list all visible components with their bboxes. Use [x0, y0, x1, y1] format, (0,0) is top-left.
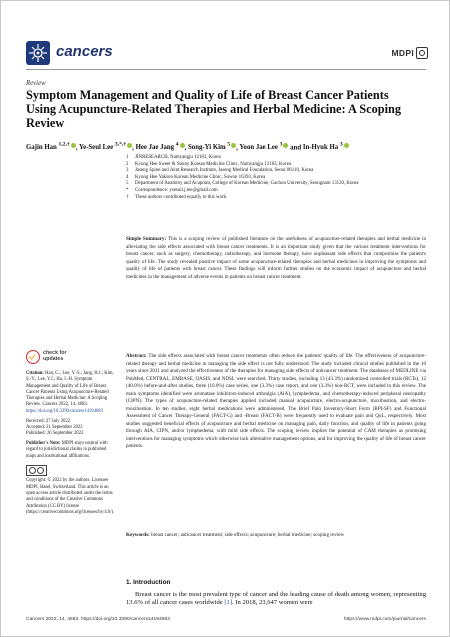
orcid-icon[interactable] [231, 143, 236, 148]
page-footer [26, 617, 426, 622]
publisher-note: Publisher's Note: MDPI stays neutral with regard to jurisdictional claims in published maps and institutional affiliations. [26, 440, 108, 459]
footer-citation[interactable]: Cancers 2022, 14, 4683. https://doi.org/10.3390/cancers14194683 [26, 617, 170, 622]
check-for-updates-button[interactable] [26, 350, 67, 364]
orcid-icon[interactable] [344, 143, 349, 148]
abstract [126, 353, 426, 451]
orcid-icon[interactable] [180, 143, 185, 148]
orcid-icon[interactable] [127, 143, 132, 148]
keywords-text: breast cancer; anticancer treatment; side effects; acupuncture; herbal medicine; scoping review [151, 532, 345, 538]
received-date: Received: 27 July 2022 [26, 418, 71, 424]
journal-name[interactable]: cancers [56, 43, 113, 60]
published-date: Published: 26 September 2022 [26, 431, 84, 437]
publisher-name: MDPI [391, 48, 414, 58]
citation-block: Citation: Han, G.; Lee, Y.-S.; Jang, H.J.; Kim, S.-Y.; Lee, Y.J.; Ha, I.-H. Symptom Management and Quality of Life of Breast Cancer Patients Using Acupuncture-Related Therapies and Herbal Medicine: A Scoping Review. Cancers 2022, 14, 4683. https://doi.org/10.3390/cancers14194683 [26, 371, 114, 414]
cancers-logo-icon [26, 41, 50, 65]
author[interactable]: Ye-Seul Lee $^{3,*,\dagger}$ [79, 144, 132, 151]
author[interactable]: Yoon Jae Lee $^3$ [239, 144, 288, 151]
simple-summary-text: This is a scoping review of published literature on the usefulness of acupuncture-related therapies and herbal medicine in alleviating the side effects associated with breast cancer treatments. It is an important study given that the various treatment interventions for breast cancer, such as surgery, chemotherapy, radiotherapy, and hormone therapy, have unpleasant side effects that compromise the patient's quality of life. The study revealed positive impact of some acupuncture-related therapies and herbal medicines in improving the symptoms and quality of life of patients with breast cancer. These findings will inform further studies on the economic impact of acupuncture and herbal medicines in the management of adverse events in patients on breast cancer treatment. [126, 236, 426, 280]
affiliation: 2 Kyung Hee Sweet & Sunny Korean Medicine Clinic, Namyangju 12183, Korea [126, 161, 291, 167]
copyright-note: Copyright: © 2022 by the authors. Licensee MDPI, Basel, Switzerland. This article is an open access article distributed under the terms and conditions of the Creative Commons Attribution (CC BY) license (https://creativecommons.org/licenses/by/4.0/). [26, 478, 115, 515]
check-updates-icon [26, 350, 40, 364]
orcid-icon[interactable] [283, 143, 288, 148]
author[interactable]: Song-Yi Kim $^5$ [188, 144, 236, 151]
sidebar-metadata [26, 371, 114, 520]
affiliation: 4 Kyung Hee Yakson Korean Medicine Clinic, Suwon 16393, Korea [126, 174, 266, 180]
affiliation: 5 Department of Anatomy and Acupoint, College of Korean Medicine, Gachon University, Seongnam 13120, Korea [126, 181, 359, 187]
accepted-date: Accepted: 21 September 2022 [26, 424, 83, 430]
affiliation: 1 JINRESEARCH, Namyangju 12183, Korea [126, 155, 221, 160]
journal-header [26, 15, 426, 65]
affiliation: 3 Jaseng Spine and Joint Research Institute, Jaseng Medical Foundation, Seoul 06110, Korea [126, 168, 314, 174]
citation-link[interactable]: [1] [224, 599, 233, 607]
keywords [126, 532, 426, 540]
header-divider [26, 69, 426, 70]
abstract-text: The side effects associated with breast cancer treatments often reduce the patients' quality of life. The effectiveness of acupuncture-related therapy and herbal medicine in managing the side effect is not fully understood. The study included clinical studies published in the 10 years since 2011 and analyzed the effectiveness of the therapies for managing side effects of anticancer treatment. The databases of MEDLINE via PubMed, CENTRAL, EMBASE, OASIS, and NDSL were searched. Thirty studies, including 13 (43.3%) randomized controlled trials (RCTs), 12 (40.0%) before-and-after studies, three (10.0%) case series, one (3.3%) case report, and one (3.3%) non-RCT, were included in this review. The main symptoms identified were aromatase inhibitors-induced arthralgia (AIA), lymphedema, and chemotherapy-induced peripheral neuropathy (CIPN). The types of acupuncture-related therapies applied included manual acupuncture, electro-acupuncture, moxibustion, and electro-moxibustion. In ten studies, eight herbal medications were administered. The Brief Pain Inventory-Short Form (BPI-SF) and Functional Assessment of Cancer Therapy-General (FACT-G) and -Breast (FACT-B) were frequently used to evaluate pain and QoL, respectively. Most studies suggested beneficial effects of acupuncture and herbal medicine on managing pain, daily function, and quality of life in patients going through AIA, CIPN, and/or lymphedema, with mild side effects. The scoping review implies the potential of CAM therapies as promising interventions for managing symptoms which otherwise lack alternative management options, and for improving the quality of life of breast cancer patients. [126, 353, 426, 449]
introduction-paragraph: Breast cancer is the most prevalent type of cancer and the leading cause of death among women, representing 13.6% of all cancer cases worldwide [1]. In 2018, 23,647 women were [126, 591, 426, 607]
keywords-label: Keywords: [126, 532, 150, 538]
article-title: Symptom Management and Quality of Life of Breast Cancer Patients Using Acupuncture-Related Therapies and Herbal Medicine: A Scoping Review [26, 88, 401, 131]
citation-doi-link[interactable]: https://doi.org/10.3390/cancers14194683 [26, 408, 103, 414]
section-heading: 1. Introduction [126, 579, 171, 586]
orcid-icon[interactable] [71, 143, 76, 148]
affiliations [126, 155, 426, 201]
mdpi-mark-icon [416, 47, 428, 59]
simple-summary [126, 236, 426, 281]
author[interactable]: Gajin Han $^{1,2,\dagger}$ [26, 144, 76, 151]
footer-journal-link[interactable]: https://www.mdpi.com/journal/cancers [343, 617, 426, 622]
author-list: Gajin Han $^{1,2,\dagger}$ , Ye-Seul Lee $^{3,*,\dagger}$ , Hee Jae Jang $^4$ , Song-Yi Kim $^5$ , Yoon Jae Lee $^3$ and In-Hyuk Ha $^3$ [26, 142, 426, 151]
publisher-logo[interactable] [392, 47, 428, 59]
simple-summary-label: Simple Summary: [126, 236, 167, 242]
article-type: Review [26, 80, 46, 87]
author[interactable]: Hee Jae Jang $^4$ [136, 144, 185, 151]
equal-contribution-note: † These authors contributed equally to this work. [126, 194, 228, 200]
abstract-label: Abstract: [126, 353, 147, 359]
author[interactable]: In-Hyuk Ha $^3$ [303, 144, 349, 151]
cc-by-license-icon[interactable] [26, 465, 47, 476]
check-updates-label: check for updates [43, 350, 67, 362]
dates-block [26, 419, 114, 438]
correspondence[interactable]: * Correspondence: ysesuil.j.lee@gmail.com [126, 187, 218, 193]
